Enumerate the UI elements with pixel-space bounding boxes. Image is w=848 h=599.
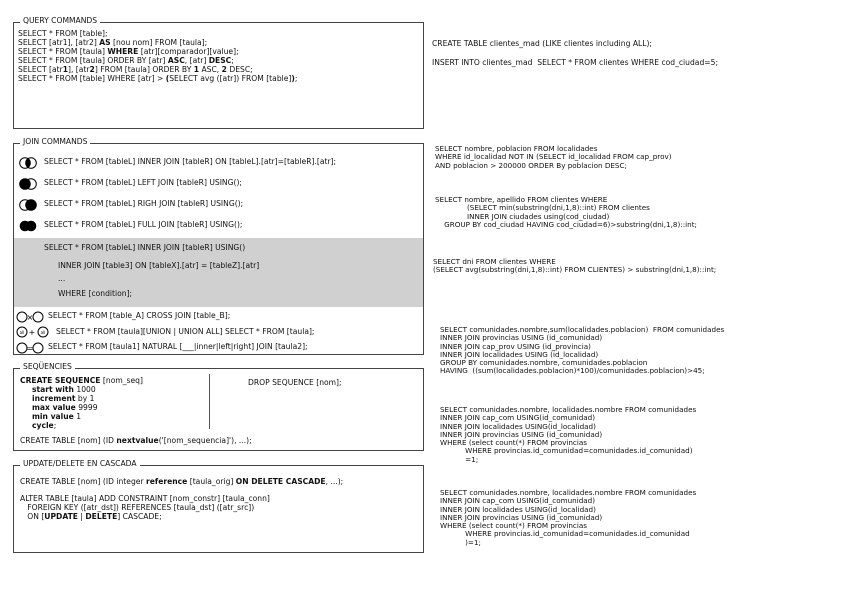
sequences-title: SEQÜENCIES — [20, 363, 75, 372]
sequence-divider — [209, 374, 210, 429]
cascade-line: ON [UPDATE | DELETE] CASCADE; — [20, 511, 162, 521]
join-text: SELECT * FROM [taula1] NATURAL [___|inner|left|right] JOIN [taula2]; — [48, 342, 308, 352]
cross-join-row — [14, 309, 423, 325]
full-join-row — [14, 215, 423, 236]
cascade-panel — [13, 459, 424, 553]
svg-text:=: = — [26, 343, 34, 353]
multi-join-line: INNER JOIN [table3] ON [tableX].[atr] = [tableZ].[atr] — [58, 261, 260, 270]
multi-join-line: ... — [58, 274, 66, 283]
cascade-line: ALTER TABLE [taula] ADD CONSTRAINT [nom_constr] [taula_conn] — [20, 493, 270, 503]
sql-example-3: SELECT dni FROM clientes WHERE (SELECT avg(substring(dni,1,8)::int) FROM CLIENTES) > substring(dni,1,8)::int; — [433, 257, 717, 275]
join-commands-panel — [13, 137, 424, 355]
insert-select-statement: INSERT INTO clientes_mad SELECT * FROM clientes WHERE cod_ciudad=5; — [432, 58, 719, 67]
left-join-row — [14, 173, 423, 194]
join-text: SELECT * FROM [table_A] CROSS JOIN [table_B]; — [48, 311, 231, 321]
query-line: SELECT [atr1], [atr2] FROM [taula] ORDER BY 1 ASC, 2 DESC; — [18, 64, 253, 74]
join-commands-title: JOIN COMMANDS — [20, 138, 90, 147]
query-line: SELECT * FROM [table]; — [18, 29, 108, 38]
cross-join-icon — [16, 311, 44, 323]
union-icon — [16, 326, 50, 338]
sql-example-5: SELECT comunidades.nombre, localidades.nombre FROM comunidades INNER JOIN cap_com USING(id_comunidad) INNER JOIN localidades USING(id_localidad) INNER JOIN provincias USING (id_comunidad) WHERE (select count(*) FROM provincias WHERE provincias.id_comunidad=comunidades.id_comunidad) =1; — [440, 405, 697, 464]
query-line: SELECT * FROM [taula] WHERE [atr][comparador][value]; — [18, 46, 239, 56]
query-commands-title: QUERY COMMANDS — [20, 17, 100, 26]
sequences-panel — [13, 362, 424, 451]
svg-text:all: all — [40, 330, 46, 336]
join-text: SELECT * FROM [taula][UNION | UNION ALL] SELECT * FROM [taula]; — [56, 326, 315, 336]
query-line: SELECT [atr1], [atr2] AS [nou nom] FROM [taula]; — [18, 37, 208, 47]
cascade-title: UPDATE/DELETE EN CASCADA — [20, 460, 140, 469]
join-text: SELECT * FROM [tableL] LEFT JOIN [tableR] USING(); — [44, 178, 242, 188]
cascade-line: CREATE TABLE [nom] (ID integer reference [taula_orig] ON DELETE CASCADE, ...); — [20, 477, 344, 486]
join-commands-body — [14, 152, 423, 356]
svg-text:all: all — [19, 330, 25, 336]
create-like-statement: CREATE TABLE clientes_mad (LIKE clientes including ALL); — [432, 39, 652, 48]
venn-left-icon — [18, 178, 38, 190]
right-join-row — [14, 194, 423, 215]
sql-example-2: SELECT nombre, apellido FROM clientes WHERE (SELECT min(substring(dni,1,8)::int) FROM clientes INNER JOIN ciudades using(cod_ciudad) GROUP BY cod_ciudad HAVING cod_ciudad=6)>substring(dni,1,8)::int; — [435, 195, 697, 229]
sql-example-4: SELECT comunidades.nombre,sum(localidades.poblacion) FROM comunidades INNER JOIN provincias USING (id_comunidad) INNER JOIN cap_prov USING (id_provincia) INNER JOIN localidades USING (id_localidad) GROUP BY comunidades.nombre, comunidades.poblacion HAVING ((sum(localidades.poblacion)*100)/comunidades.poblacion)>45; — [440, 325, 725, 376]
query-line: SELECT * FROM [taula] ORDER BY [atr] ASC, [atr] DESC; — [18, 55, 234, 65]
join-text: SELECT * FROM [tableL] RIGH JOIN [tableR] USING(); — [44, 199, 244, 209]
join-text: SELECT * FROM [tableL] INNER JOIN [tableR] ON [tableL].[atr]=[tableR].[atr]; — [44, 157, 337, 167]
query-line: SELECT * FROM [table] WHERE [atr] > (SELECT avg ([atr]) FROM [table]); — [18, 73, 298, 83]
svg-text:×: × — [26, 312, 34, 322]
sql-example-1: SELECT nombre, poblacion FROM localidades WHERE id_localidad NOT IN (SELECT id_localidad FROM cap_prov) AND poblacion > 200000 ORDER By poblacion DESC; — [435, 144, 672, 170]
natural-join-row — [14, 340, 423, 356]
cascade-line: FOREIGN KEY ([atr_dst]) REFERENCES [taula_dst] ([atr_src]) — [20, 502, 255, 512]
natural-join-icon — [16, 342, 44, 354]
multi-join-line: WHERE [condition]; — [58, 289, 133, 298]
sequence-drop: DROP SEQUENCE [nom]; — [248, 378, 342, 387]
venn-right-icon — [18, 199, 38, 211]
join-text: SELECT * FROM [tableL] FULL JOIN [tableR] USING(); — [44, 220, 243, 230]
multi-join-block — [14, 238, 423, 307]
query-commands-body — [18, 30, 297, 84]
query-commands-panel — [13, 16, 424, 129]
multi-join-line: SELECT * FROM [tableL] INNER JOIN [tableR] USING() — [44, 243, 246, 252]
venn-inner-icon — [18, 157, 38, 169]
union-row — [14, 325, 423, 341]
sequence-table: CREATE TABLE [nom] (ID nextvalue('[nom_sequencia]'), ...); — [20, 436, 252, 445]
svg-text:+: + — [28, 328, 36, 338]
venn-full-icon — [18, 220, 38, 232]
sequence-create: CREATE SEQUENCE [nom_seq] start with 1000 increment by 1 max value 9999 min value 1 cycle; — [20, 376, 143, 430]
cascade-body — [20, 478, 343, 522]
sql-example-6: SELECT comunidades.nombre, localidades.nombre FROM comunidades INNER JOIN cap_com USING(id_comunidad) INNER JOIN localidades USING(id_localidad) INNER JOIN provincias USING (id_comunidad) WHERE (select count(*) FROM provincias WHERE provincias.id_comunidad=comunidades.id_comunidad )=1; — [440, 488, 697, 547]
inner-join-row — [14, 152, 423, 173]
